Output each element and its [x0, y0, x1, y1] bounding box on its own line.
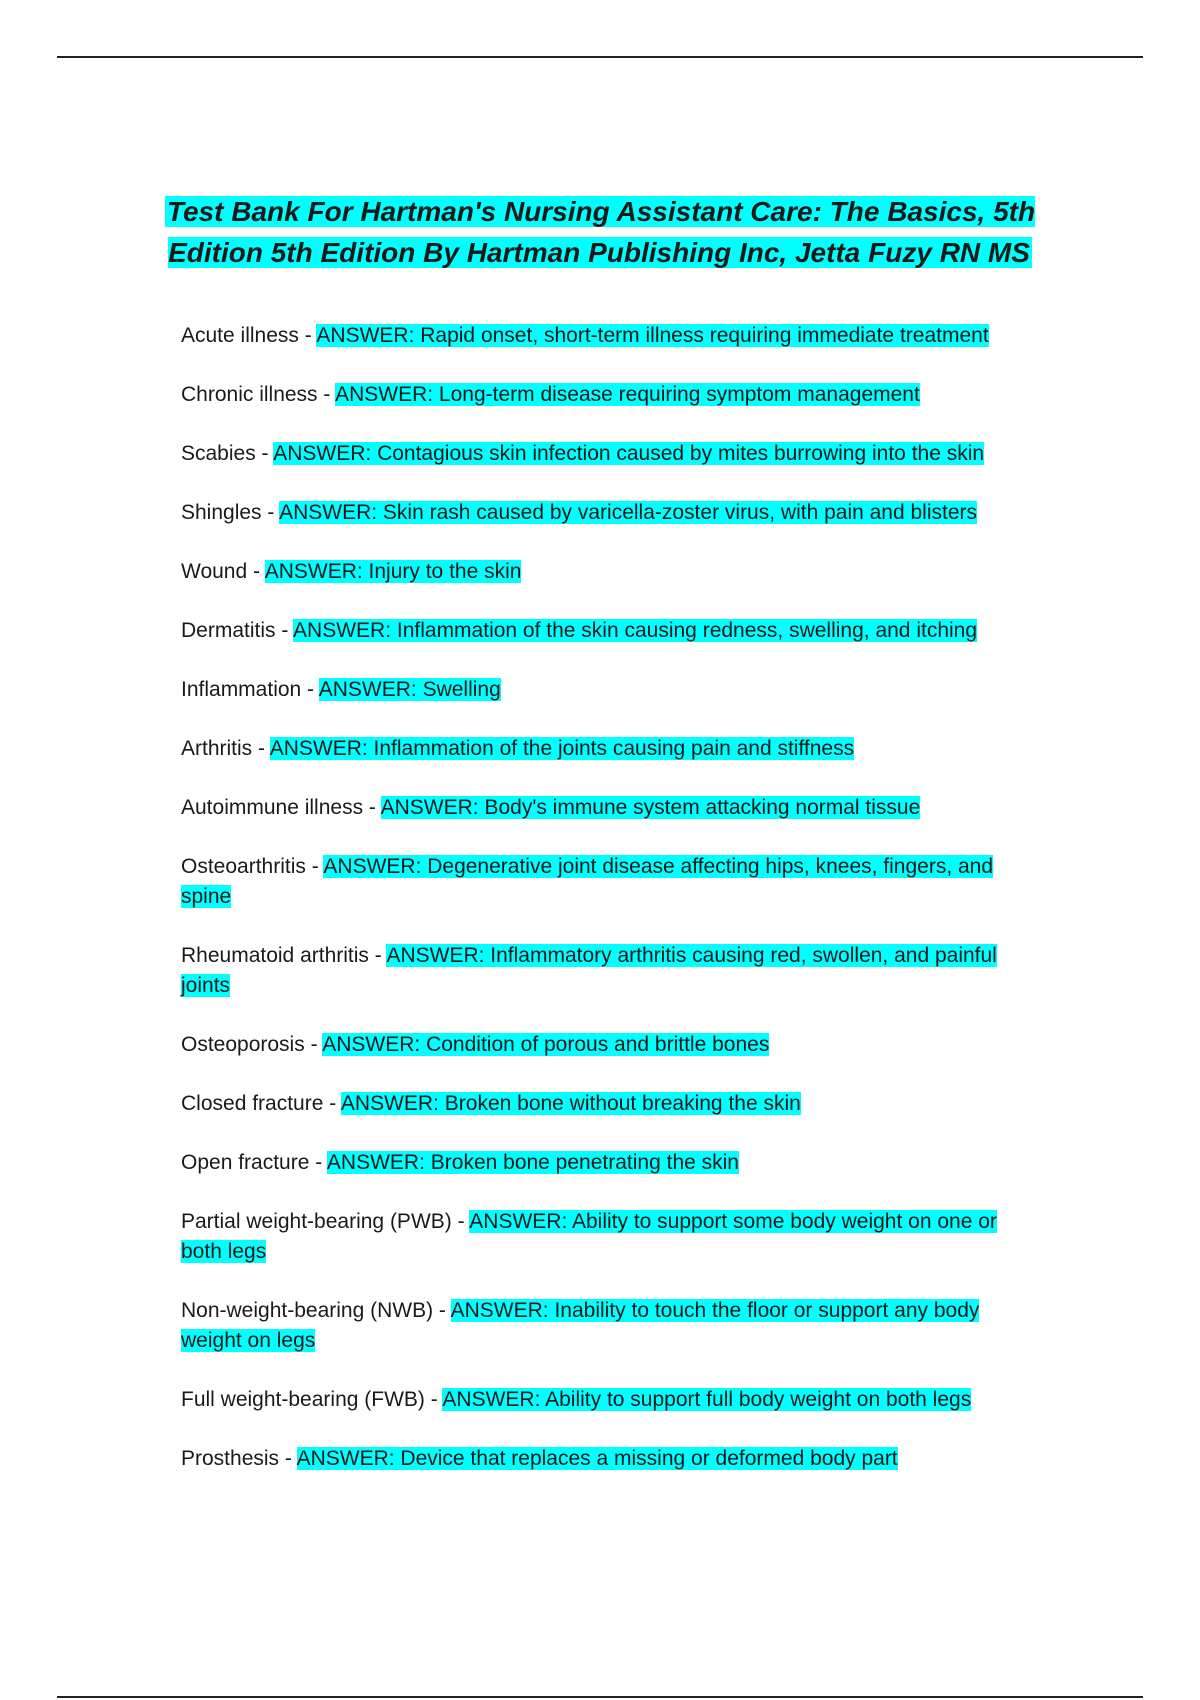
qa-answer: ANSWER: Body's immune system attacking normal tissue [380, 796, 921, 819]
qa-separator: - [451, 1210, 470, 1233]
qa-answer: ANSWER: Condition of porous and brittle bones [322, 1033, 770, 1056]
qa-term: Partial weight-bearing (PWB) [181, 1210, 452, 1233]
qa-separator: - [255, 442, 274, 465]
qa-separator: - [424, 1388, 443, 1411]
qa-term: Wound [181, 560, 248, 583]
qa-separator: - [298, 324, 317, 347]
qa-answer: ANSWER: Device that replaces a missing or deformed body part [296, 1447, 898, 1470]
qa-item [181, 616, 1021, 646]
qa-answer: ANSWER: Skin rash caused by varicella-zoster virus, with pain and blisters [279, 501, 978, 524]
qa-item [181, 1148, 1021, 1178]
qa-separator: - [304, 1033, 323, 1056]
qa-item [181, 734, 1021, 764]
qa-term: Full weight-bearing (FWB) [181, 1388, 425, 1411]
qa-item [181, 1296, 1021, 1356]
qa-separator: - [305, 855, 324, 878]
qa-item [181, 498, 1021, 528]
qa-separator: - [433, 1299, 451, 1322]
qa-term: Scabies [181, 442, 256, 465]
qa-item [181, 941, 1021, 1001]
qa-term: Open fracture [181, 1151, 310, 1174]
qa-separator: - [363, 796, 381, 819]
qa-separator: - [247, 560, 265, 583]
qa-separator: - [261, 501, 280, 524]
qa-separator: - [309, 1151, 327, 1174]
qa-item [181, 675, 1021, 705]
document-title-text: Test Bank For Hartman's Nursing Assistant Care: The Basics, 5th Edition 5th Edition By Hartman Publishing Inc, Jetta Fuzy RN MS [166, 195, 1036, 268]
qa-answer: ANSWER: Inability to touch the floor or support any body weight on legs [181, 1299, 980, 1352]
qa-term: Non-weight-bearing (NWB) [181, 1299, 434, 1322]
qa-item [181, 1444, 1021, 1474]
qa-separator: - [323, 1092, 341, 1115]
qa-answer: ANSWER: Ability to support some body weight on one or both legs [181, 1210, 997, 1263]
qa-item [181, 793, 1021, 823]
qa-separator: - [301, 678, 319, 701]
qa-answer: ANSWER: Injury to the skin [264, 560, 522, 583]
qa-item [181, 557, 1021, 587]
qa-answer: ANSWER: Broken bone penetrating the skin [326, 1151, 739, 1174]
qa-list [181, 321, 1021, 1503]
qa-answer: ANSWER: Swelling [318, 678, 501, 701]
qa-term: Osteoarthritis [181, 855, 306, 878]
qa-item [181, 1030, 1021, 1060]
qa-separator: - [317, 383, 336, 406]
qa-answer: ANSWER: Degenerative joint disease affecting hips, knees, fingers, and spine [181, 855, 994, 908]
header-rule [57, 56, 1143, 58]
qa-term: Inflammation [181, 678, 302, 701]
qa-item [181, 852, 1021, 912]
qa-term: Chronic illness [181, 383, 318, 406]
qa-term: Closed fracture [181, 1092, 324, 1115]
qa-item [181, 439, 1021, 469]
qa-term: Autoimmune illness [181, 796, 364, 819]
qa-separator: - [275, 619, 294, 642]
qa-answer: ANSWER: Rapid onset, short-term illness requiring immediate treatment [316, 324, 989, 347]
qa-term: Rheumatoid arthritis [181, 944, 369, 967]
qa-answer: ANSWER: Long-term disease requiring symptom management [335, 383, 920, 406]
qa-term: Arthritis [181, 737, 253, 760]
qa-answer: ANSWER: Ability to support full body weight on both legs [442, 1388, 972, 1411]
qa-term: Prosthesis [181, 1447, 280, 1470]
qa-term: Shingles [181, 501, 262, 524]
qa-item [181, 321, 1021, 351]
footer-rule [57, 1696, 1143, 1698]
qa-answer: ANSWER: Inflammation of the skin causing redness, swelling, and itching [293, 619, 978, 642]
document-title [150, 191, 1050, 273]
qa-term: Dermatitis [181, 619, 276, 642]
qa-answer: ANSWER: Inflammatory arthritis causing red, swollen, and painful joints [181, 944, 997, 997]
qa-item [181, 1207, 1021, 1267]
qa-answer: ANSWER: Inflammation of the joints causing pain and stiffness [269, 737, 855, 760]
qa-separator: - [368, 944, 387, 967]
qa-answer: ANSWER: Broken bone without breaking the skin [340, 1092, 801, 1115]
qa-item [181, 1385, 1021, 1415]
qa-separator: - [279, 1447, 297, 1470]
qa-term: Osteoporosis [181, 1033, 305, 1056]
qa-separator: - [252, 737, 270, 760]
qa-answer: ANSWER: Contagious skin infection caused by mites burrowing into the skin [273, 442, 985, 465]
qa-term: Acute illness [181, 324, 299, 347]
qa-item [181, 1089, 1021, 1119]
qa-item [181, 380, 1021, 410]
